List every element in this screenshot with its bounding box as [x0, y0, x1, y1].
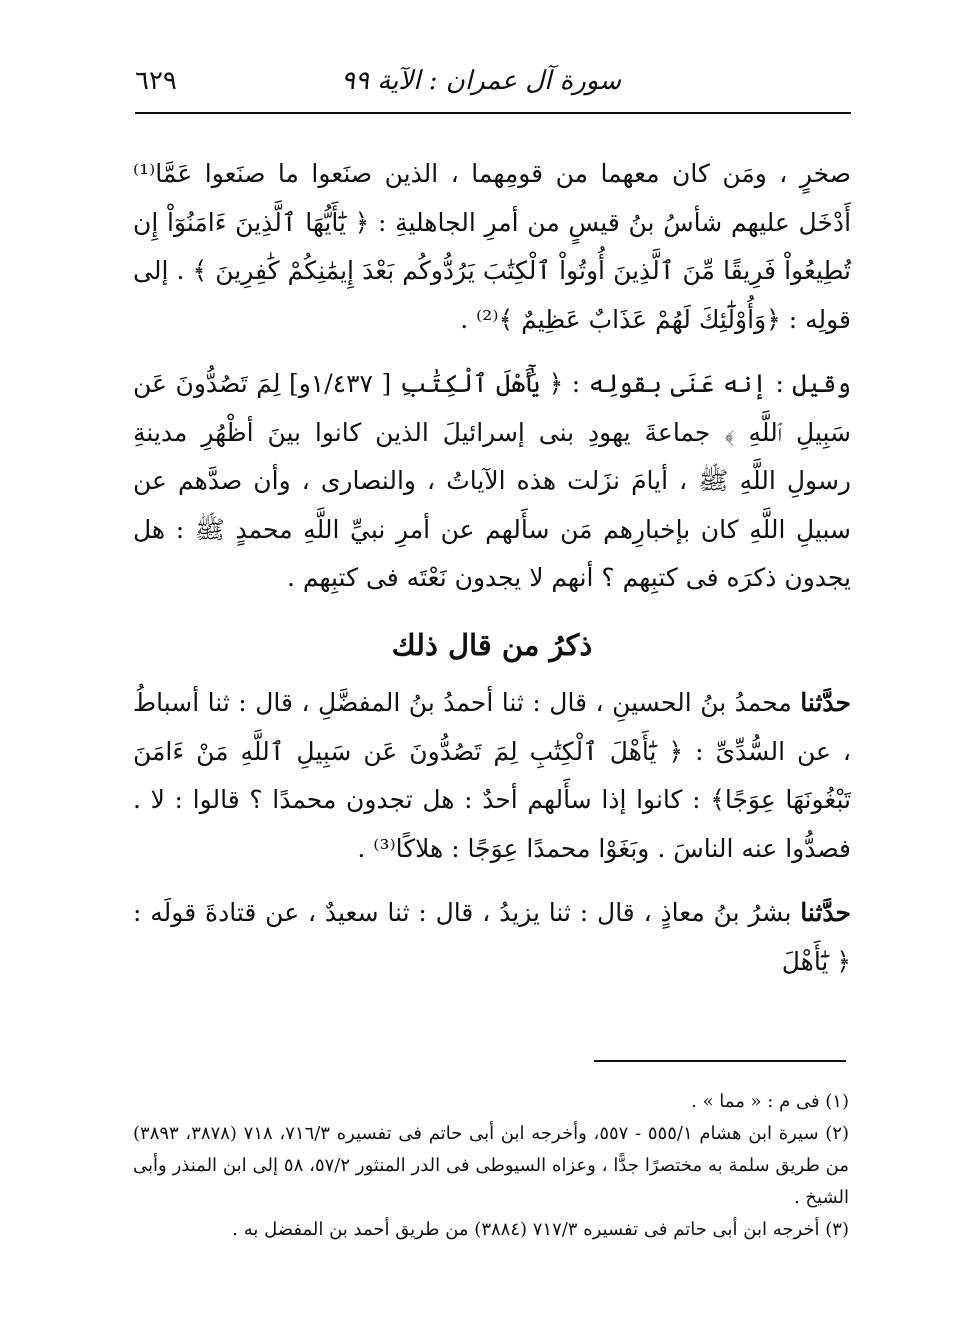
footnote: (٢) سيرة ابن هشام ٥٥٥/١ - ٥٥٧، وأخرجه ابن أبى حاتم فى تفسيره ٧١٦/٣، ٧١٨ (٣٨٧٨، ٣٨٩٣) من طريق سلمة به مختصرًا جدًّا ، وعزاه السيوطى فى الدر المنثور ٥٧/٢، ٥٨ إلى ابن المنذر وأبى الشيخ .: [133, 1123, 850, 1208]
footnotes: [133, 1086, 849, 1246]
paragraph: [133, 150, 851, 344]
text-line: أُوتُواْ ٱلْكِتَٰبَ يَرُدُّوكُم بَعْدَ إِيمَٰنِكُمْ كَٰفِرِينَ ﴾ . إلى قولِه : ﴿وَأُوْلَٰٓئِكَ لَهُمْ عَذَابٌ: [133, 256, 851, 334]
text-line: نَعْتَه فى كتبِهم .: [286, 563, 447, 592]
page-header: [135, 62, 851, 112]
footnote: (٣) أخرجه ابن أبى حاتم فى تفسيره ٧١٧/٣ (٣٨٨٤) من طريق أحمد بن المفضل به .: [232, 1219, 849, 1240]
text-line: السُّدِّىِّ : ﴿ يَٰٓأَهْلَ ٱلْكِتَٰبِ لِمَ تَصُدُّونَ عَن سَبِيلِ ٱللَّهِ مَنْ ءَامَنَ تَبْغُونَهَا عِوَجًا﴾ :: [133, 736, 851, 814]
hadith-lead-word: حدَّثنا: [800, 898, 851, 927]
text-line: محمدُ بنُ الحسينِ ، قال : ثنا أحمدُ بنُ المفضَّلِ ، قال : ثنا أسباطُ ، عن: [133, 688, 852, 766]
running-title: سورة آل عمران : الآية ٩٩: [341, 66, 621, 96]
text-line: شأسُ بنُ قيسٍ من أمرِ الجاهليةِ : ﴿ يَٰٓأَيُّهَا ٱلَّذِينَ ءَامَنُوٓاْ إِن تُطِيعُواْ فَرِيقًا مِّنَ ٱلَّذِينَ: [133, 207, 852, 285]
paragraph: [133, 889, 851, 986]
text-line: محمدًا عِوَجًا : هلاكًا⁽³⁾ .: [357, 833, 591, 863]
hadith-lead-word: حدَّثنا: [800, 688, 851, 717]
text-line: بشرُ بنُ معاذٍ ، قال : ثنا يزيدُ ، قال : ثنا سعيدٌ ، عن قتادةَ قولَه : ﴿ يَٰٓأَهْلَ: [133, 898, 851, 976]
text-line: سأَلهم عن أمرِ نبيِّ اللَّهِ محمدٍ ﷺ : هل يجدون ذكرَه فى كتبِهم ؟ أنهم لا يجدون: [133, 514, 851, 592]
page-number: ٦٢٩: [135, 66, 177, 96]
footnote-divider: [594, 1060, 846, 1062]
section-heading: ذكرُ من قال ذلك: [391, 627, 593, 662]
text-line: نزَلت هذه الآياتُ ، والنصارى ، وأن صدَّهم عن سبيلِ اللَّهِ كان بإخبارِهم مَن: [133, 466, 851, 544]
paragraph: [133, 679, 851, 873]
main-text: [133, 150, 851, 986]
text-line: وقيل : إنه عَنَى بقولِه : ﴿ يَٰٓأَهْلَ ٱلْكِتَٰبِ [ ١/٤٣٧و] لِمَ تَصُدُّونَ عَن سَبِيلِ: [133, 369, 851, 447]
text-line: صخرٍ ، ومَن كان معهما من قومِهما ، الذين صنَعوا ما صنَعوا عَمَّا⁽¹⁾ أَدْخَل عليهم: [133, 159, 852, 237]
footnote: (١) فى م : « مما » .: [691, 1091, 849, 1112]
paragraph: [133, 360, 851, 603]
header-divider: [135, 112, 851, 114]
text-line: كانوا إذا سأَلهم أحدٌ : هل تجدون محمدًا ؟ قالوا : لا . فصدُّوا عنه الناسَ . وبَغَوْا: [133, 785, 851, 863]
text-line: ٱللَّهِ ﴾ جماعةَ يهودِ بنى إسرائيلَ الذين كانوا بينَ أظْهُرِ مدينةِ رسولِ اللَّهِ ﷺ ، أيامَ: [133, 417, 851, 495]
text-line: عَظِيمٌ ﴾⁽²⁾ .: [460, 304, 581, 334]
